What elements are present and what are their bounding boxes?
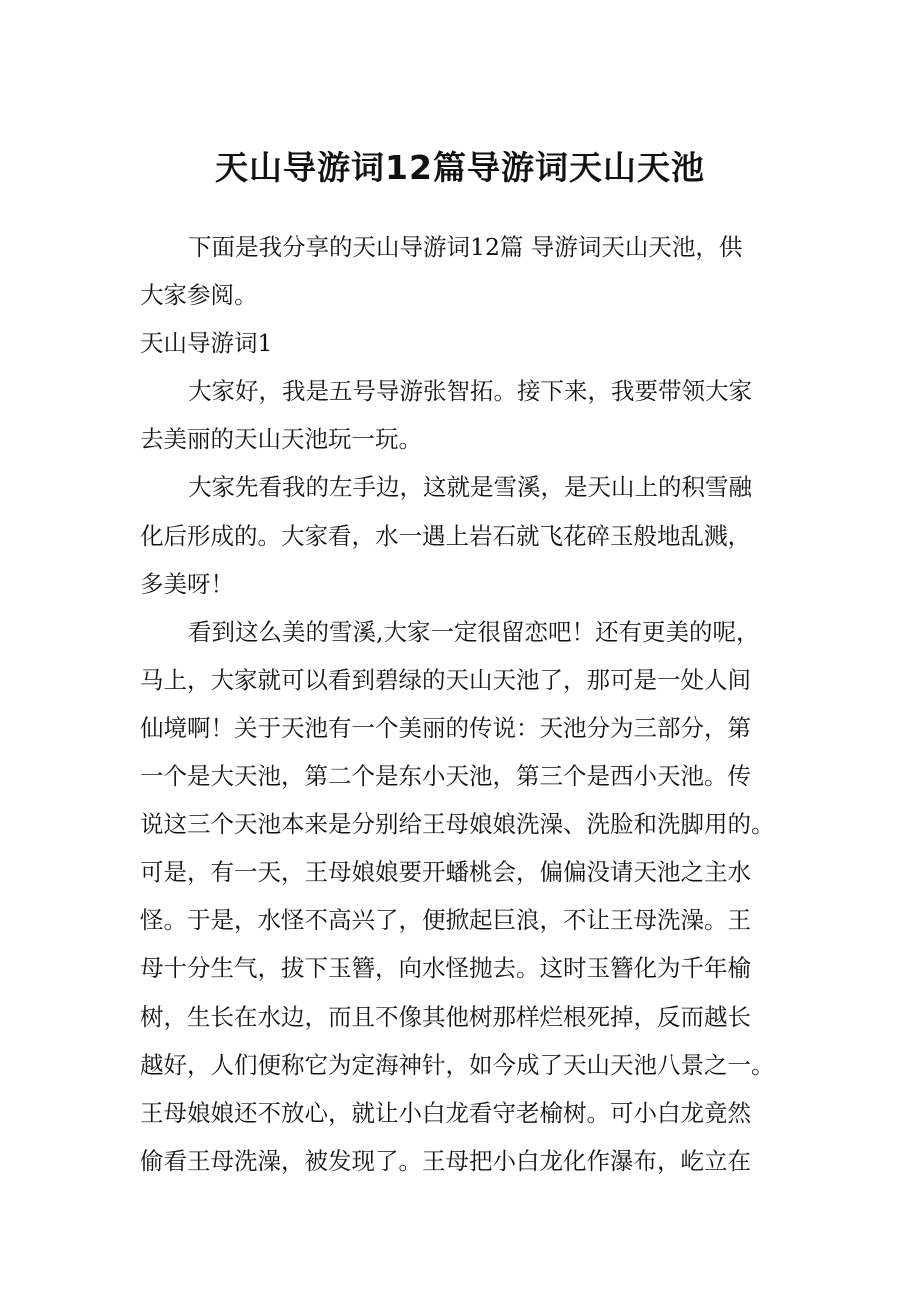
paragraph-line: 化后形成的。大家看，水一遇上岩石就飞花碎玉般地乱溅， [140, 521, 751, 550]
paragraph-line: 大家先看我的左手边，这就是雪溪，是天山上的积雪融 [188, 473, 752, 502]
paragraph-line: 去美丽的天山天池玩一玩。 [140, 425, 422, 454]
paragraph-line: 偷看王母洗澡，被发现了。王母把小白龙化作瀑布，屹立在 [140, 1146, 751, 1175]
document-body [140, 223, 800, 1185]
paragraph-line: 可是，有一天，王母娘娘要开蟠桃会，偏偏没请天池之主水 [140, 858, 751, 887]
paragraph-line: 仙境啊！关于天池有一个美丽的传说：天池分为三部分，第 [140, 713, 751, 742]
intro-line: 大家参阅。 [140, 281, 258, 310]
paragraph-line: 大家好，我是五号导游张智拓。接下来，我要带领大家 [188, 377, 752, 406]
paragraph-line: 王母娘娘还不放心，就让小白龙看守老榆树。可小白龙竟然 [140, 1098, 751, 1127]
paragraph-line: 一个是大天池，第二个是东小天池，第三个是西小天池。传 [140, 762, 751, 791]
paragraph-line: 马上，大家就可以看到碧绿的天山天池了，那可是一处人间 [140, 665, 751, 694]
intro-line: 下面是我分享的天山导游词12篇 导游词天山天池，供 [188, 233, 743, 261]
paragraph-line: 树，生长在水边，而且不像其他树那样烂根死掉，反而越长 [140, 1002, 751, 1031]
paragraph-line: 母十分生气，拔下玉簪，向水怪抛去。这时玉簪化为千年榆 [140, 954, 751, 983]
section-heading: 天山导游词1 [140, 329, 273, 358]
paragraph-line: 多美呀！ [140, 569, 234, 598]
paragraph-line: 怪。于是，水怪不高兴了，便掀起巨浪，不让王母洗澡。王 [140, 906, 751, 935]
paragraph-line: 看到这么美的雪溪,大家一定很留恋吧！还有更美的呢， [188, 617, 760, 646]
document-title: 天山导游词12篇导游词天山天池 [215, 148, 705, 187]
paragraph-line: 越好，人们便称它为定海神针，如今成了天山天池八景之一。 [140, 1050, 775, 1079]
paragraph-line: 说这三个天池本来是分别给王母娘娘洗澡、洗脸和洗脚用的。 [140, 810, 775, 839]
